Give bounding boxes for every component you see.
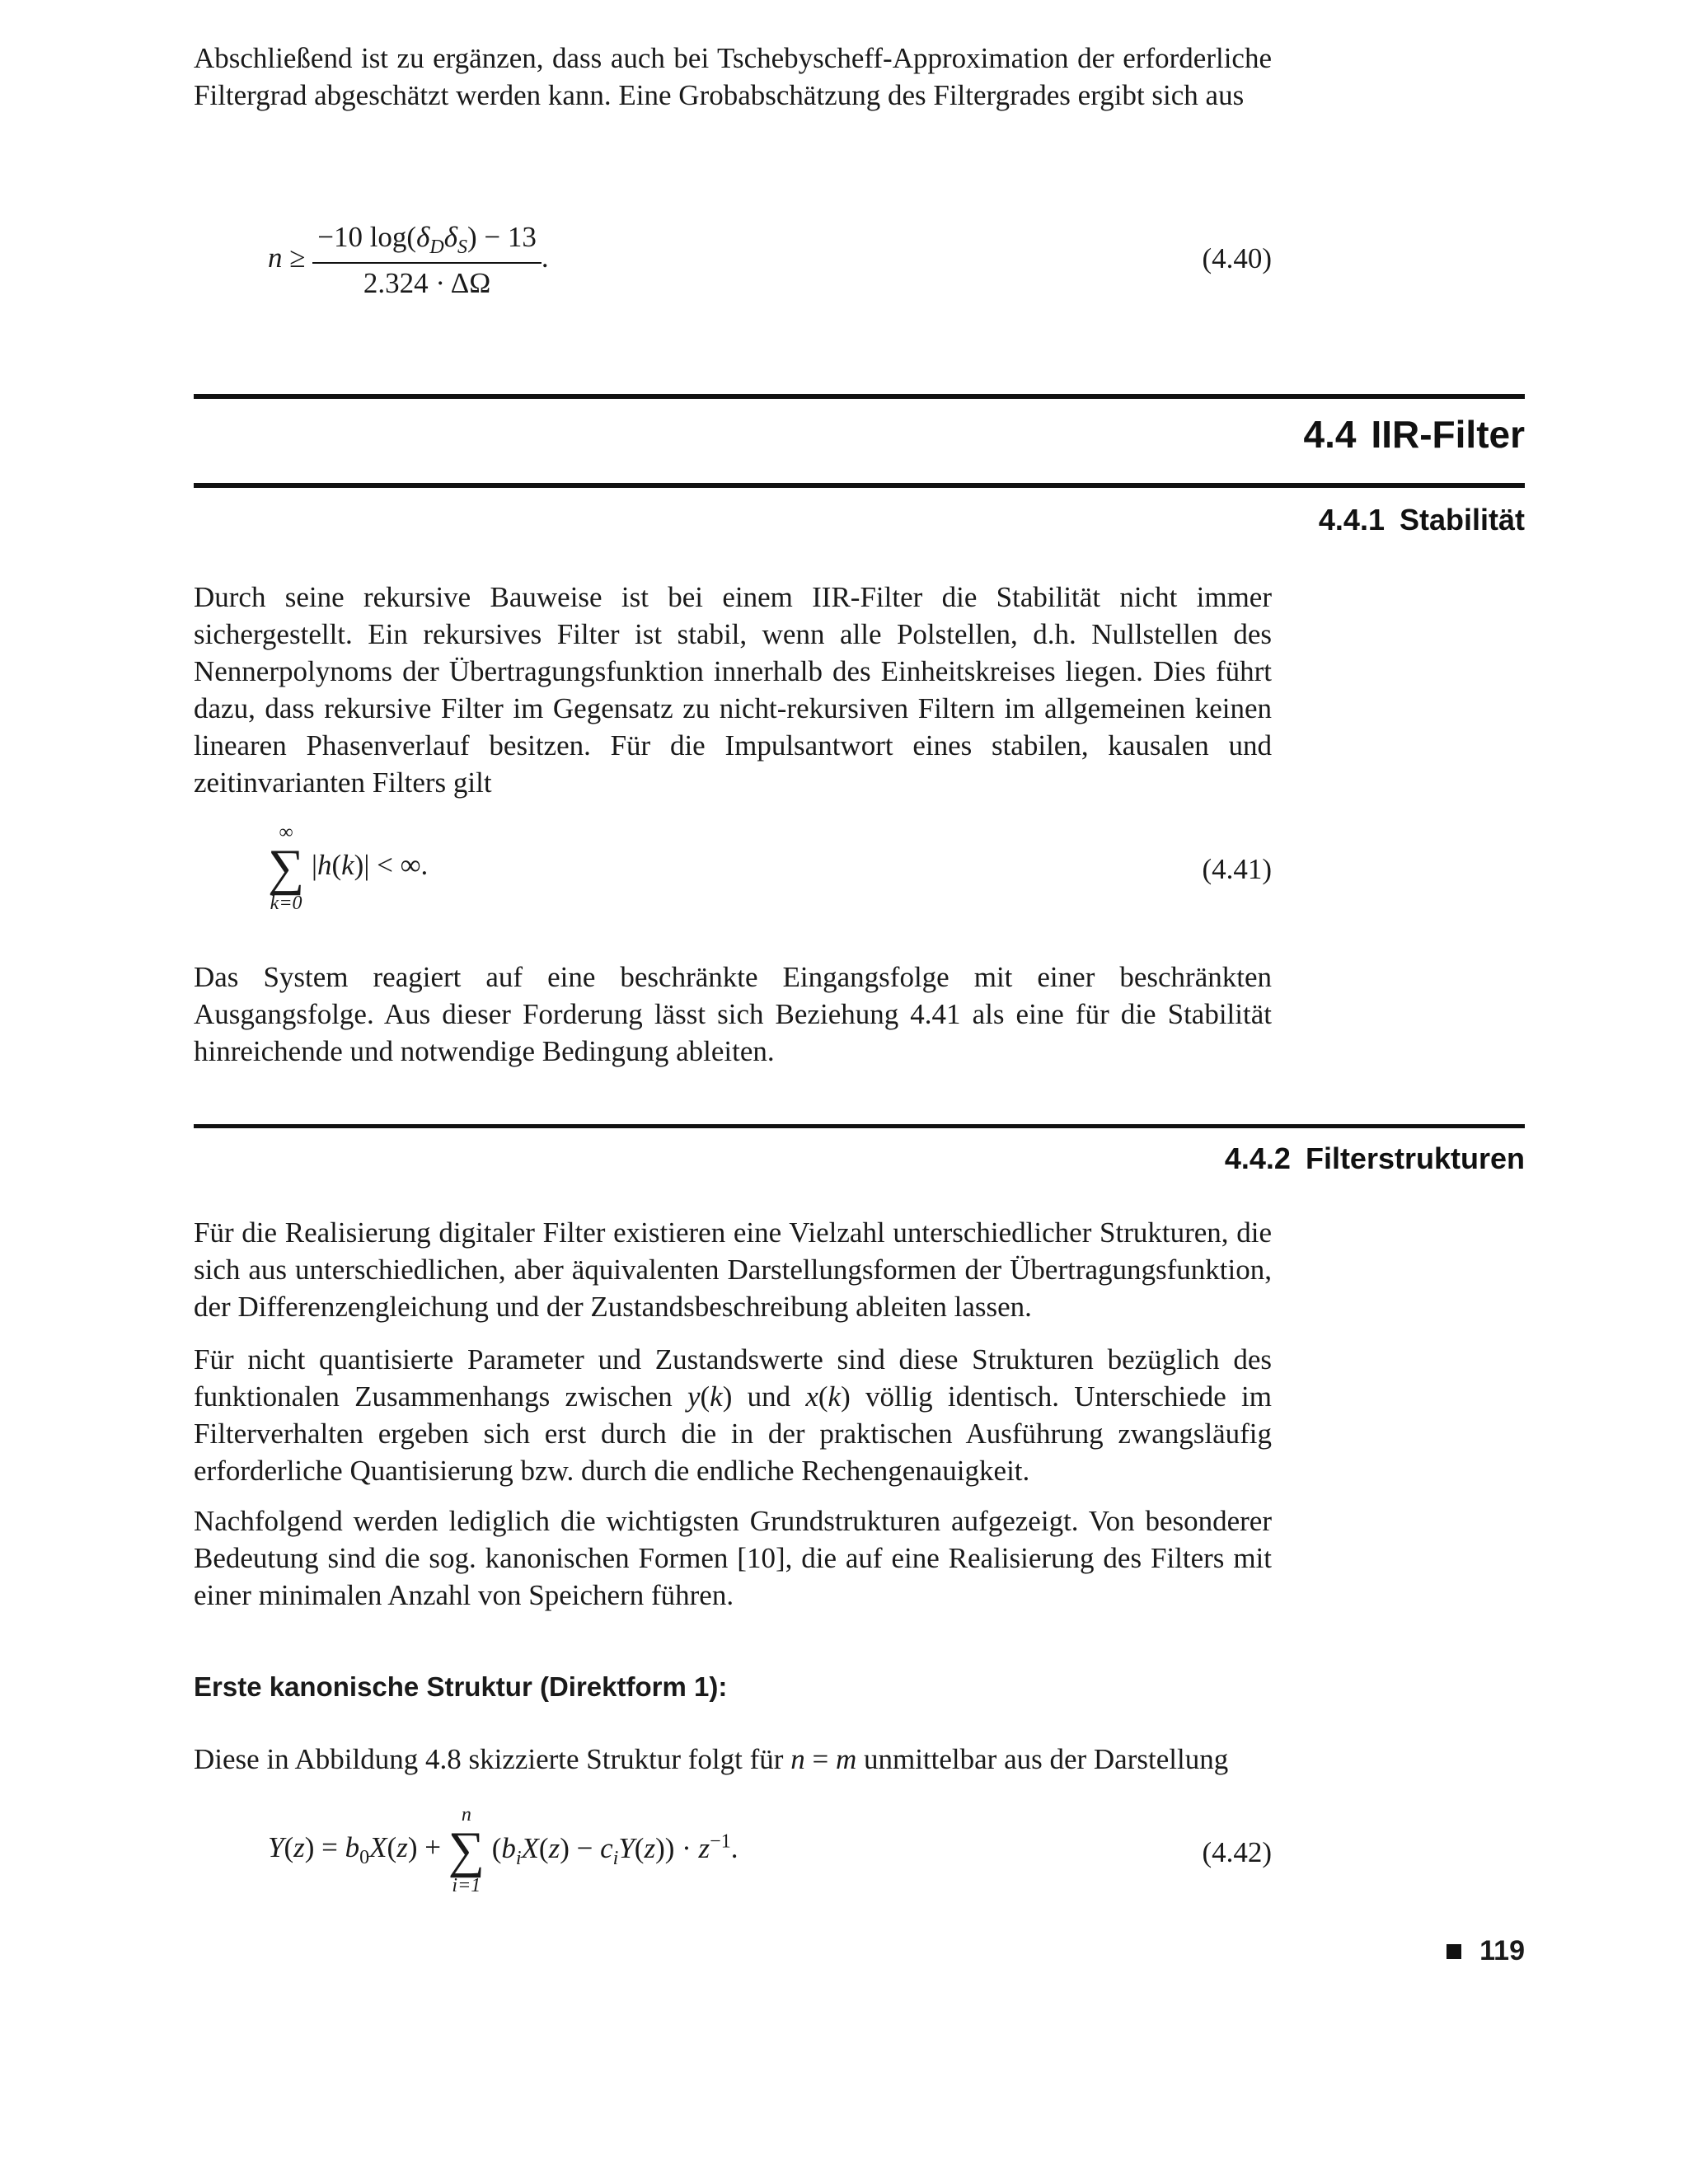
sum-symbol: ∑ [268,840,305,896]
eq441-number: (4.41) [1202,853,1272,885]
eq441-upper: ∞ [279,822,293,843]
eq442-lower: i=1 [452,1875,481,1896]
subsection-rule [194,1124,1525,1128]
subsection1-title: Stabilität [1399,503,1525,537]
eq440-lhs: n ≥ [268,241,313,274]
structures-paragraph-3: Nachfolgend werden lediglich die wichtigsten Grundstrukturen aufgezeigt. Von besonderer Bedeutung sind die sog. kanonischen Formen [10], die auf eine Realisierung des Filters mit einer minimalen Anzahl von Speichern führen. [194,1505,1272,1611]
eq440-denominator: 2.324 · ΔΩ [363,267,491,299]
subsection2-number: 4.4.2 [1224,1141,1291,1175]
section-number: 4.4 [1303,413,1357,456]
eq442-lhs: $Y(z) = b_0X(z)$ + [268,1831,448,1868]
subsection2-title: Filterstrukturen [1305,1141,1525,1175]
eq441-sum [268,823,304,913]
page-number-text: 119 [1479,1935,1525,1966]
intro-paragraph: Abschließend ist zu ergänzen, dass auch bei Tschebyscheff-Approximation der erforderliche Filtergrad abgeschätzt werden kann. Eine Grobabschätzung des Filtergrades ergibt sich aus [194,42,1272,111]
eq440-number: (4.40) [1202,242,1272,274]
eq442-body: $(b_iX(z) - c_iY(z)) \cdot z^{-1}$. [491,1830,738,1869]
structures-paragraph-2: Für nicht quantisierte Parameter und Zustandswerte sind diese Strukturen bezüglich des funktionalen Zusammenhangs zwischen y(k) und x(k) völlig identisch. Unterschiede im Filterverhalten ergeben sich erst durch die in der praktischen Ausführung zwangsläufig erforderliche Quantisierung bzw. durch die endliche Rechengenauigkeit. [194,1343,1273,1487]
equation-4-40 [268,221,549,300]
section-title: IIR-Filter [1371,413,1525,456]
equation-4-41 [268,823,428,913]
eq441-lower: k=0 [270,893,302,914]
equation-4-42 [268,1805,738,1896]
sum-symbol: ∑ [448,1822,485,1878]
stability-paragraph-2: Das System reagiert auf eine beschränkte Eingangsfolge mit einer beschränkten Ausgangsfolge. Aus dieser Forderung lässt sich Beziehung 4.41 als eine für die Stabilität hinreichende und notwendige Bedingung ableiten. [194,961,1272,1067]
eq440-numerator: −10 $\log(\delta_D\delta_S) - 13$ [312,221,542,264]
subsection-heading-structures [1225,1141,1525,1176]
section-rule-bottom [194,483,1525,488]
section-rule-top [194,394,1525,399]
stability-paragraph-1: Durch seine rekursive Bauweise ist bei einem IIR-Filter die Stabilität nicht immer sichergestellt. Ein rekursives Filter ist stabil, wenn alle Polstellen, d.h. Nullstellen des Nennerpolynoms der Übertragungsfunktion innerhalb des Einheitskreises liegen. Dies führt dazu, dass rekursive Filter im Gegensatz zu nicht-rekursiven Filtern im allgemeinen keinen linearen Phasenverlauf besitzen. Für die Impulsantwort eines stabilen, kausalen und zeitinvarianten Filters gilt [194,581,1272,799]
eq442-sum [448,1805,485,1896]
structures-paragraph-1: Für die Realisierung digitaler Filter existieren eine Vielzahl unterschiedlicher Strukturen, die sich aus unterschiedlichen, aber äquivalenten Darstellungsformen der Übertragungsfunktion, der Differenzengleichung und der Zustandsbeschreibung ableiten lassen. [194,1216,1272,1323]
subsection1-number: 4.4.1 [1318,503,1385,537]
eq442-upper: n [461,1804,471,1825]
eq440-tail: . [541,241,549,274]
canonical-paragraph: Diese in Abbildung 4.8 skizzierte Struktur folgt für n = m unmittelbar aus der Darstellung [194,1743,1229,1775]
eq441-body: |h(k)| < ∞. [311,849,429,882]
section-heading [1303,412,1525,457]
subsection-heading-stability [1319,503,1525,537]
canonical-structure-title: Erste kanonische Struktur (Direktform 1): [194,1671,728,1702]
page-number [1447,1935,1525,1967]
eq442-number: (4.42) [1202,1836,1272,1868]
square-bullet-icon [1447,1944,1461,1959]
eq440-fraction [312,221,542,300]
